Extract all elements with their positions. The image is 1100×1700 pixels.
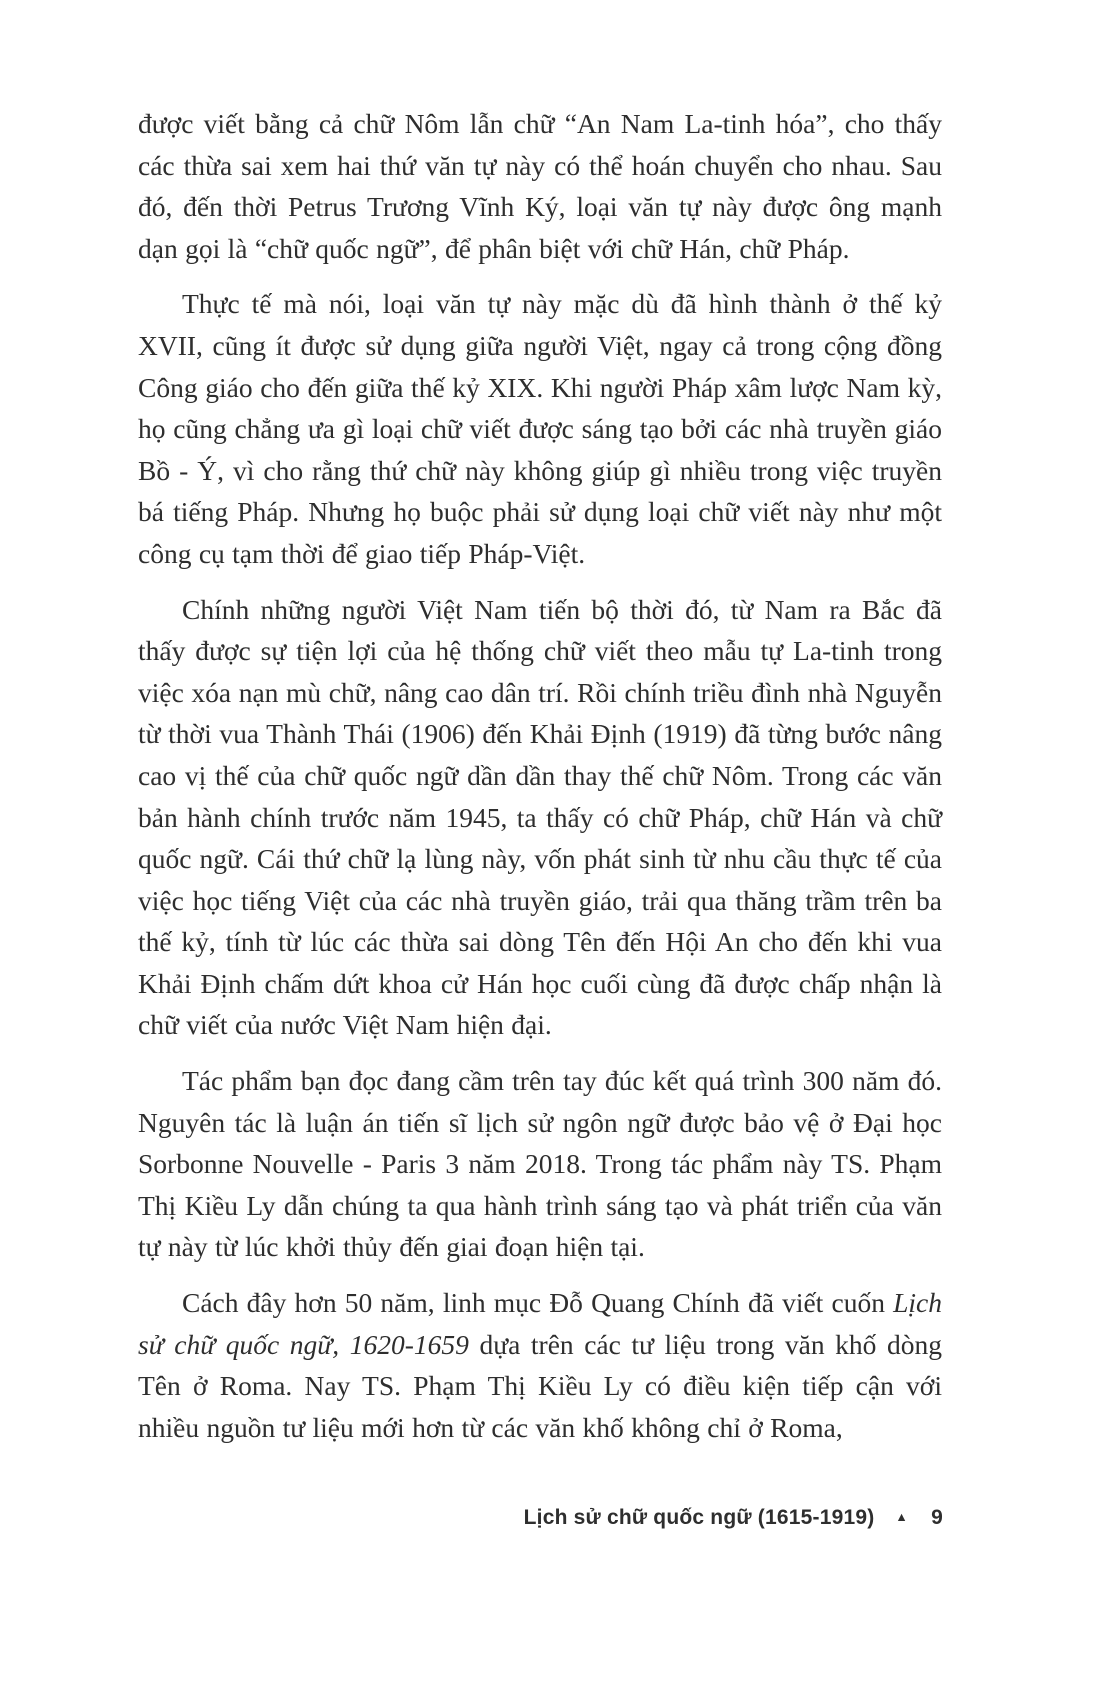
paragraph — [138, 103, 942, 269]
page-body-text — [138, 103, 942, 1462]
page-number: 9 — [931, 1506, 943, 1529]
text-segment: Chính những người Việt Nam tiến bộ thời đó, từ Nam ra Bắc đã thấy được sự tiện lợi của hệ thống chữ viết theo mẫu tự La-tinh trong việc xóa nạn mù chữ, nâng cao dân trí. Rồi chính triều đình nhà Nguyễn từ thời vua Thành Thái (1906) đến Khải Định (1919) đã từng bước nâng cao vị thế của chữ quốc ngữ dần dần thay thế chữ Nôm. Trong các văn bản hành chính trước năm 1945, ta thấy có chữ Pháp, chữ Hán và chữ quốc ngữ. Cái thứ chữ lạ lùng này, vốn phát sinh từ nhu cầu thực tế của việc học tiếng Việt của các nhà truyền giáo, trải qua thăng trầm trên ba thế kỷ, tính từ lúc các thừa sai dòng Tên đến Hội An cho đến khi vua Khải Định chấm dứt khoa cử Hán học cuối cùng đã được chấp nhận là chữ viết của nước Việt Nam hiện đại. — [138, 593, 942, 1041]
paragraph — [138, 589, 942, 1047]
text-segment: Tác phẩm bạn đọc đang cầm trên tay đúc kết quá trình 300 năm đó. Nguyên tác là luận án tiến sĩ lịch sử ngôn ngữ được bảo vệ ở Đại học Sorbonne Nouvelle - Paris 3 năm 2018. Trong tác phẩm này TS. Phạm Thị Kiều Ly dẫn chúng ta qua hành trình sáng tạo và phát triển của văn tự này từ lúc khởi thủy đến giai đoạn hiện tại. — [138, 1065, 942, 1263]
footer-running-title: Lịch sử chữ quốc ngữ (1615-1919) — [523, 1506, 875, 1529]
text-segment: Thực tế mà nói, loại văn tự này mặc dù đã hình thành ở thế kỷ XVII, cũng ít được sử dụng giữa người Việt, ngay cả trong cộng đồng Công giáo cho đến giữa thế kỷ XIX. Khi người Pháp xâm lược Nam kỳ, họ cũng chẳng ưa gì loại chữ viết được sáng tạo bởi các nhà truyền giáo Bồ - Ý, vì cho rằng thứ chữ này không giúp gì nhiều trong việc truyền bá tiếng Pháp. Nhưng họ buộc phải sử dụng loại chữ viết này như một công cụ tạm thời để giao tiếp Pháp-Việt. — [138, 288, 942, 569]
text-segment: Cách đây hơn 50 năm, linh mục Đỗ Quang Chính đã viết cuốn — [182, 1287, 894, 1319]
page-footer — [138, 1506, 943, 1530]
text-segment: dựa trên các tư liệu trong văn khố dòng Tên ở Roma. Nay TS. Phạm Thị Kiều Ly có điều kiện tiếp cận với nhiều nguồn tư liệu mới hơn từ các văn khố không chỉ ở Roma, — [138, 1328, 942, 1443]
paragraph — [138, 283, 942, 574]
text-segment: được viết bằng cả chữ Nôm lẫn chữ “An Nam La-tinh hóa”, cho thấy các thừa sai xem hai thứ văn tự này có thể hoán chuyển cho nhau. Sau đó, đến thời Petrus Trương Vĩnh Ký, loại văn tự này được ông mạnh dạn gọi là “chữ quốc ngữ”, để phân biệt với chữ Hán, chữ Pháp. — [138, 108, 942, 264]
italic-book-title: Lịch sử chữ quốc ngữ, 1620-1659 — [138, 1287, 942, 1360]
triangle-icon: ▲ — [895, 1509, 908, 1524]
paragraph — [138, 1282, 942, 1448]
paragraph — [138, 1060, 942, 1268]
